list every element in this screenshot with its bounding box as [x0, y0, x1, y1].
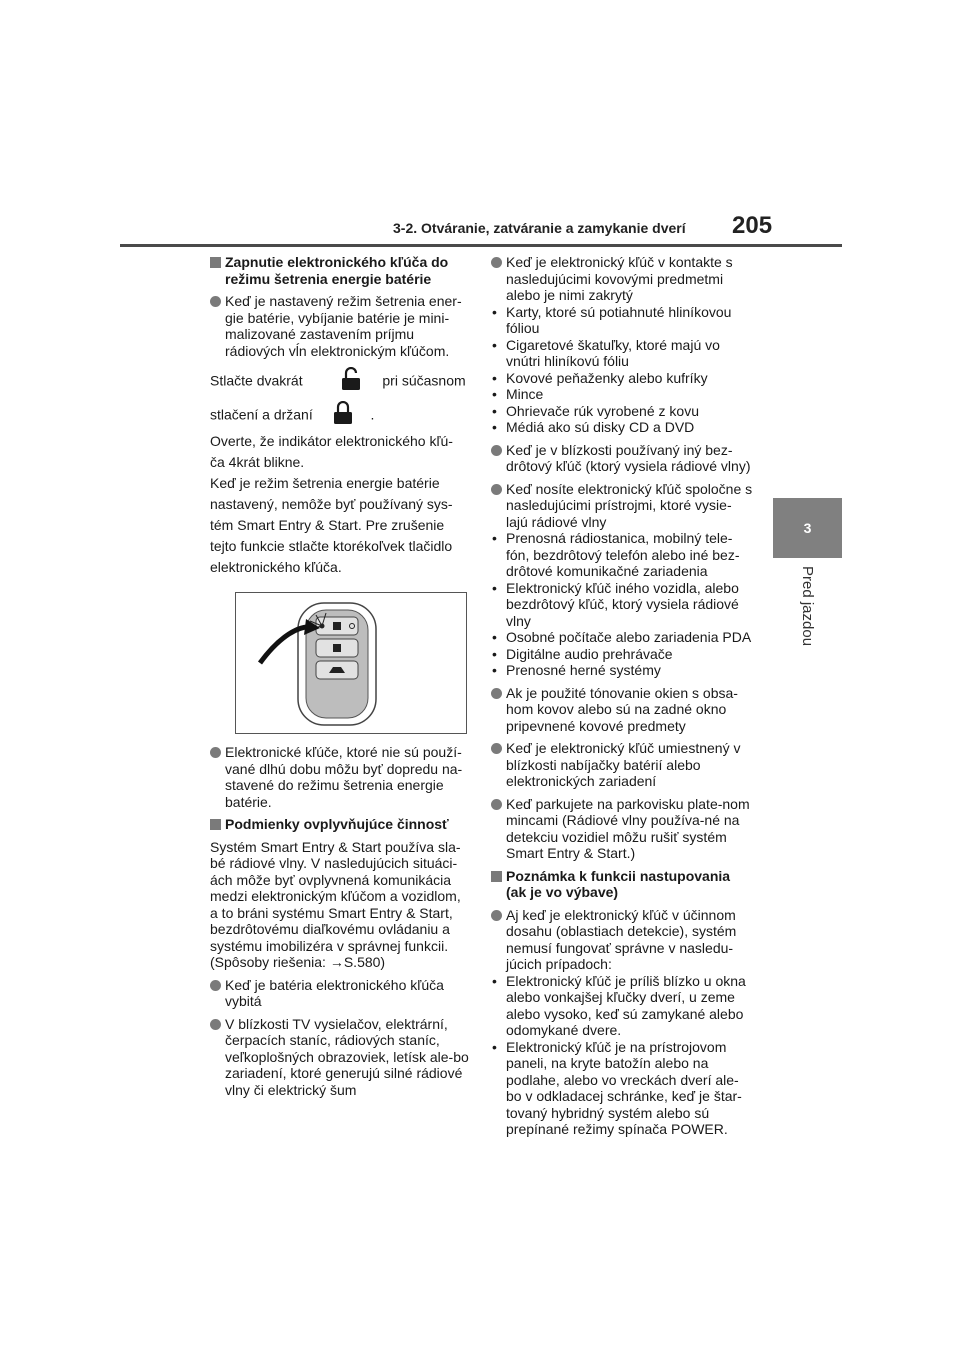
- chapter-label: Pred jazdou: [799, 566, 816, 647]
- instruction-line: ča 4krát blikne.: [210, 454, 305, 470]
- list-item: • Elektronický kľúč je príliš blízko u okna alebo vonkajšej kľučky dverí, u zeme alebo vysoko, keď sú zamykané alebo odomykané dvere.: [491, 973, 753, 1039]
- instruction-text: stlačení a držaní: [210, 406, 313, 423]
- condition-battery-charger: Keď je elektronický kľúč umiestnený v blízkosti nabíjačky batérií alebo elektronických zariadení: [491, 740, 753, 790]
- condition-battery-depleted: Keď je batéria elektronického kľúča vybitá: [210, 977, 472, 1010]
- radio-devices-list: [491, 530, 753, 679]
- entry-cases-list: [491, 973, 753, 1138]
- metal-objects-list: [491, 304, 753, 436]
- list-item: • Ohrievače rúk vyrobené z kovu: [491, 403, 753, 420]
- list-item: • Prenosné herné systémy: [491, 662, 753, 679]
- chapter-tab[interactable]: 3: [773, 498, 842, 558]
- section-heading-conditions: Podmienky ovplyvňujúce činnosť: [210, 816, 472, 833]
- entry-note: Aj keď je elektronický kľúč v účinnom dosahu (oblastiach detekcie), systém nemusí fungovať správne v nasledu-júcich prípadoch:: [491, 907, 753, 973]
- lock-icon: [333, 401, 353, 431]
- section-heading-battery-saving: Zapnutie elektronického kľúča do režimu šetrenia energie batérie: [210, 254, 472, 287]
- instruction-line: elektronického kľúča.: [210, 559, 342, 575]
- instruction-text: .: [370, 406, 375, 423]
- list-item: • Karty, ktoré sú potiahnuté hliníkovou fóliou: [491, 304, 753, 337]
- instruction-line: nastavený, nemôže byť používaný sys-: [210, 496, 453, 512]
- list-item: • Elektronický kľúč iného vozidla, alebo bezdrôtový kľúč, ktorý vysiela rádiové vlny: [491, 580, 753, 630]
- instruction-line: [210, 401, 472, 431]
- instruction-line: tejto funkcie stlačte ktorékoľvek tlačidlo: [210, 538, 453, 554]
- section-heading-entry-note: Poznámka k funkcii nastupovania (ak je vo výbave): [491, 868, 753, 901]
- instruction-line: tém Smart Entry & Start. Pre zrušenie: [210, 517, 445, 533]
- header-title: 3-2. Otváranie, zatváranie a zamykanie dverí: [393, 220, 686, 236]
- left-column: [210, 254, 472, 1104]
- list-item: • Prenosná rádiostanica, mobilný tele-fón, bezdrôtový telefón alebo iné bez-drôtové komunikačné zariadenia: [491, 530, 753, 580]
- list-item: • Elektronický kľúč je na prístrojovom paneli, na kryte batožín alebo na podlahe, alebo vo vreckách dverí ale-bo v odkladacej schránke, keď je štar-tovaný hybridný systém alebo sú prepínané režimy spínača POWER.: [491, 1039, 753, 1138]
- key-fob-drawing: [236, 593, 466, 733]
- condition-radio-devices: Keď nosíte elektronický kľúč spoločne s nasledujúcimi prístrojmi, ktoré vysie-lajú rádiové vlny: [491, 481, 753, 531]
- conditions-paragraph: Systém Smart Entry & Start používa sla-bé rádiové vlny. V nasledujúcich situáci-ách môže byť ovplyvnená komunikácia medzi elektronickým kľúčom a vozidlom, a to bráni systému Smart Entry & Start, bezdrôtovému diaľkovému ovládaniu a systému imobilizéra v správnej funkcii. (Spôsoby riešenia: →S.580): [210, 838, 461, 970]
- condition-other-wireless-key: Keď je v blízkosti používaný iný bez-drôtový kľúč (ktorý vysiela rádiové vlny): [491, 442, 753, 475]
- right-column: [491, 254, 753, 1138]
- bullet-text: Keď je elektronický kľúč v kontakte s nasledujúcimi kovovými predmetmi alebo je nimi zakrytý: [506, 254, 733, 303]
- instruction-line: [210, 367, 472, 397]
- condition-radio-interference: V blízkosti TV vysielačov, elektrární, čerpacích staníc, rádiových staníc, veľkoplošných obrazoviek, letísk ale-bo zariadení, ktoré generujú silné rádiové vlny či elektrický šum: [210, 1016, 472, 1099]
- condition-window-tint: Ak je použité tónovanie okien s obsa-hom kovov alebo sú na zadné okno pripevnené kovové predmety: [491, 685, 753, 735]
- list-item: • Kovové peňaženky alebo kufríky: [491, 370, 753, 387]
- condition-metal-objects: [491, 254, 753, 304]
- condition-coin-parking: Keď parkujete na parkovisku plate-nom mincami (Rádiové vlny používa-né na detekciu vozidiel môžu rušiť systém Smart Entry & Start.): [491, 796, 753, 862]
- list-item: • Cigaretové škatuľky, ktoré majú vo vnútri hliníkovú fóliu: [491, 337, 753, 370]
- list-item: • Médiá ako sú disky CD a DVD: [491, 419, 753, 436]
- key-fob-illustration: [235, 592, 467, 734]
- unused-keys-note: Elektronické kľúče, ktoré nie sú použí-vané dlhú dobu môžu byť dopredu na-stavené do režimu šetrenia energie batérie.: [210, 744, 472, 810]
- header-rule: [120, 244, 842, 247]
- battery-saving-note: Keď je nastavený režim šetrenia ener-gie batérie, vybíjanie batérie je mini-malizované zastavením príjmu rádiových vĺn elektronickým kľúčom.: [210, 293, 472, 359]
- page-number: 205: [732, 212, 773, 239]
- unlock-icon: [341, 367, 361, 397]
- list-item: • Osobné počítače alebo zariadenia PDA: [491, 629, 753, 646]
- list-item: • Digitálne audio prehrávače: [491, 646, 753, 663]
- instruction-text: Stlačte dvakrát: [210, 372, 303, 389]
- list-item: • Mince: [491, 386, 753, 403]
- instruction-line: Overte, že indikátor elektronického kľú-: [210, 433, 453, 449]
- instruction-line: Keď je režim šetrenia energie batérie: [210, 475, 440, 491]
- instruction-text: pri súčasnom: [382, 372, 466, 389]
